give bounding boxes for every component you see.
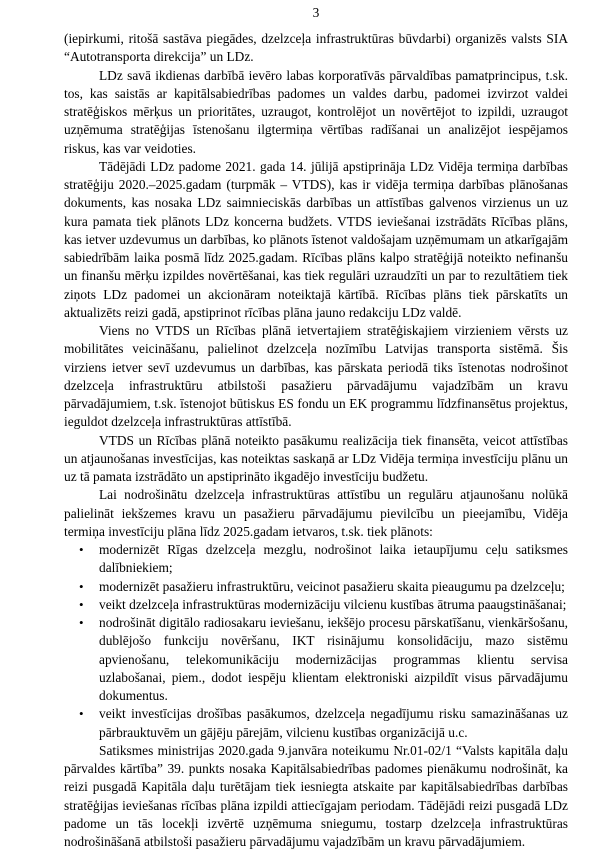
list-item-text: veikt investīcijas drošības pasākumos, dzelzceļa negadījumu risku samazināšanas uz pārbrauktuvēm un gājēju pārejām, vilcienu kustības organizācijā u.c. [99, 706, 568, 740]
paragraph-3: Tādējādi LDz padome 2021. gada 14. jūlijā apstiprināja LDz Vidēja termiņa darbības stratēģiju 2020.–2025.gadam (turpmāk – VTDS), kas ir vidēja termiņa darbības plānošanas dokuments, kas nosaka LDz saimnieciskās darbības un attīstības galvenos virzienus un uz kura pamata tiek plānots LDz koncerna budžets. VTDS ieviešanai izstrādāts Rīcības plāns, kas ietver uzdevumus un darbības, ko plānots īstenot valdošajam uzņēmumam un atkarīgajām sabiedrībām laika posmā līdz 2025.gadam. Rīcības plāns kalpo stratēģijā noteikto nefinanšu un finanšu mērķu izpildes novērtēšanai, kas tiek regulāri uzraudzīti un par to rezultātiem tiek ziņots LDz padomei un akcionāram noteiktajā kārtībā. Rīcības plāns tiek pārskatīts un aktualizēts reizi gadā, apstiprinot rīcības plāna jauno redakciju LDz valdē. [64, 158, 568, 320]
bullet-icon: • [79, 706, 84, 722]
list-item [64, 614, 568, 705]
bullet-list [64, 541, 568, 742]
list-item-text: modernizēt pasažieru infrastruktūru, veicinot pasažieru skaita pieaugumu pa dzelzceļu; [99, 578, 565, 594]
paragraph-6: Lai nodrošinātu dzelzceļa infrastruktūras attīstību un regulāru atjaunošanu nolūkā palielināt iekšzemes kravu un pasažieru pārvadājumu pievilcību un pieejamību, Vidēja termiņa investīciju plāna līdz 2025.gadam ietvaros, t.sk. tiek plānots: [64, 487, 568, 539]
paragraph-5: VTDS un Rīcības plānā noteikto pasākumu realizācija tiek finansēta, veicot attīstības un atjaunošanas investīcijas, kas noteiktas saskaņā ar LDz Vidēja termiņa investīciju plānu un uz tā pamata izstrādāto un apstiprināto ikgadējo investīciju budžetu. [64, 432, 568, 484]
list-item [64, 578, 568, 596]
paragraph-2: LDz savā ikdienas darbībā ievēro labas korporatīvās pārvaldības pamatprincipus, t.sk. tos, kas saistās ar kapitālsabiedrības padomes un valdes darbu, padomei izvirzot valdei stratēģiskos mērķus un prioritātes, uzraugot, kontrolējot un novērtējot to izpildi, uzraugot uzņēmuma stratēģijas īstenošanu ilgtermiņa vērtības radīšanai un analizējot iespējamos riskus, kas var veidoties. [64, 67, 568, 156]
document-page [64, 0, 568, 851]
bullet-icon: • [79, 596, 84, 612]
paragraph-7: Satiksmes ministrijas 2020.gada 9.janvāra noteikumu Nr.01-02/1 “Valsts kapitāla daļu pārvaldes kārtība” 39. punkts nosaka Kapitālsabiedrības padomes pienākumu nodrošināt, ka reizi pusgadā Kapitāla daļu turētājam tiek iesniegta atskaite par kapitālsabiedrības darbības stratēģijas ieviešanas rīcības plāna izpildi attiecīgajam periodam. Tādējādi reizi pusgadā LDz padome un tās locekļi izvērtē uzņēmuma sniegumu, tostarp dzelzceļa infrastruktūras nodrošināšanā atbilstoši pasažieru pārvadājumu vajadzībām un kravu pārvadājumiem. [64, 742, 568, 849]
paragraph-1: (iepirkumi, ritošā sastāva piegādes, dzelzceļa infrastruktūras būvdarbi) organizēs valsts SIA “Autotransporta direkcija” un LDz. [64, 31, 568, 65]
list-item-text: veikt dzelzceļa infrastruktūras modernizāciju vilcienu kustības ātruma paaugstināšanai; [99, 596, 567, 612]
bullet-icon: • [79, 578, 84, 594]
bullet-icon: • [79, 542, 84, 557]
list-item [64, 541, 568, 578]
page-number: 3 [312, 5, 320, 20]
list-item-text: nodrošināt digitālo radiosakaru ieviešanu, iekšējo procesu pārskatīšanu, vienkāršošanu, dublējošo funkciju novēršanu, IKT risinājumu konsolidāciju, mazo sistēmu apvienošanu, telekomunikāciju modernizācijas programmas klientu servisa uzlabošanai, piem., dodot iespēju klientam elektroniski aizpildīt visus pārvadājumu dokumentus. [99, 615, 568, 703]
paragraph-4: Viens no VTDS un Rīcības plānā ietvertajiem stratēģiskajiem virzieniem vērsts uz mobilitātes veicināšanu, palielinot dzelzceļa nozīmību Latvijas transporta sistēmā. Šis virziens ietver sevī uzdevumus un darbības, kas pārskata periodā tiks īstenotas nodrošinot dzelzceļa infrastruktūru atbilstoši pasažieru pārvadājumu vajadzībām un kravu pārvadājumiem, t.sk. īstenojot būtiskus ES fondu un EK programmu līdzfinansētus projektus, ieguldot dzelzceļa infrastruktūras attīstībā. [64, 323, 568, 430]
list-item-text: modernizēt Rīgas dzelzceļa mezglu, nodrošinot laika ietaupījumu ceļu satiksmes dalībniekiem; [99, 542, 568, 576]
bullet-icon: • [79, 615, 84, 630]
list-item [64, 596, 568, 614]
list-item [64, 705, 568, 742]
